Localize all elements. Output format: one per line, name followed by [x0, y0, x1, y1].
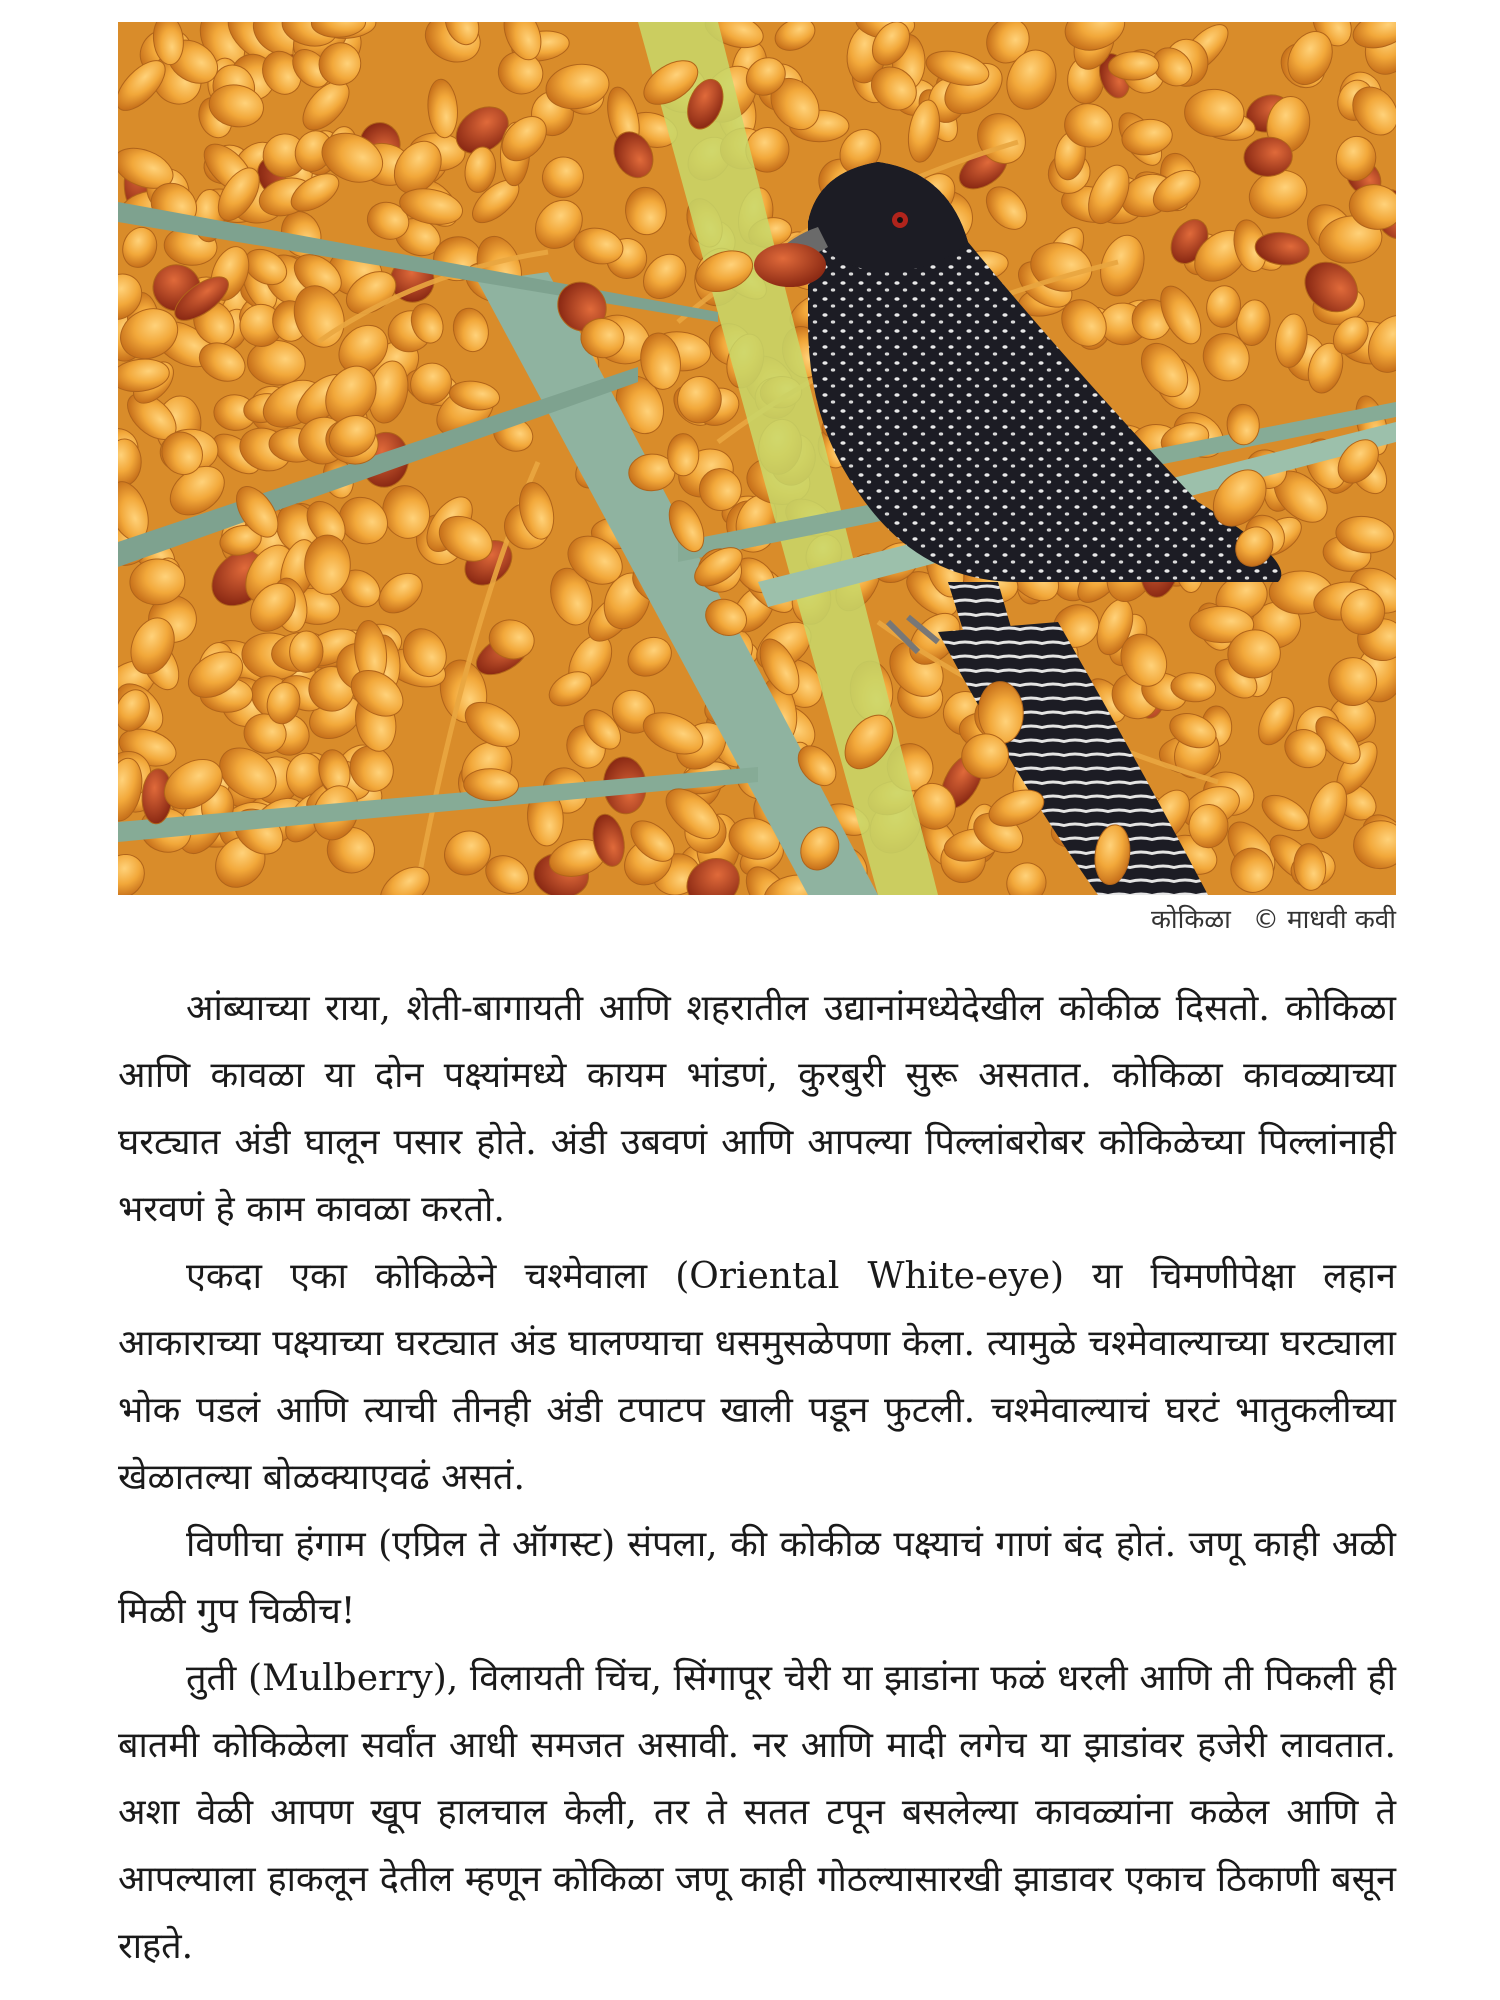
article-body: [118, 975, 1396, 1980]
photo-caption: [1151, 900, 1396, 936]
paragraph: एकदा एका कोकिळेने चश्मेवाला (Oriental White-eye) या चिमणीपेक्षा लहान आकाराच्या पक्ष्याच्या घरट्यात अंड घालण्याचा धसमुसळेपणा केला. त्यामुळे चश्मेवाल्याच्या घरट्याला भोक पडलं आणि त्याची तीनही अंडी टपाटप खाली पडून फुटली. चश्मेवाल्याचं घरटं भातुकलीच्या खेळातल्या बोळक्याएवढं असतं.: [118, 1256, 1396, 1498]
paragraph: विणीचा हंगाम (एप्रिल ते ऑगस्ट) संपला, की कोकीळ पक्ष्याचं गाणं बंद होतं. जणू काही अळी मिळी गुप चिळीच!: [118, 1524, 1396, 1632]
paragraph: आंब्याच्या राया, शेती-बागायती आणि शहरातील उद्यानांमध्येदेखील कोकीळ दिसतो. कोकिळा आणि कावळा या दोन पक्ष्यांमध्ये कायम भांडणं, कुरबुरी सुरू असतात. कोकिळा कावळ्याच्या घरट्यात अंडी घालून पसार होते. अंडी उबवणं आणि आपल्या पिल्लांबरोबर कोकिळेच्या पिल्लांनाही भरवणं हे काम कावळा करतो.: [118, 988, 1396, 1230]
paragraph: तुती (Mulberry), विलायती चिंच, सिंगापूर चेरी या झाडांना फळं धरली आणि ती पिकली ही बातमी कोकिळेला सर्वांत आधी समजत असावी. नर आणि मादी लगेच या झाडांवर हजेरी लावतात. अशा वेळी आपण खूप हालचाल केली, तर ते सतत टपून बसलेल्या कावळ्यांना कळेल आणि ते आपल्याला हाकलून देतील म्हणून कोकिळा जणू काही गोठल्यासारखी झाडावर एकाच ठिकाणी बसून राहते.: [118, 1658, 1396, 1967]
koel-bird-illustration: [118, 22, 1396, 895]
date-fruit: [289, 631, 323, 673]
date-fruit: [667, 433, 699, 476]
koel-photo: [118, 22, 1396, 895]
caption-credit: © माधवी कवी: [1252, 905, 1396, 935]
caption-title: कोकिळा: [1150, 905, 1231, 935]
date-fruit: [305, 535, 351, 594]
